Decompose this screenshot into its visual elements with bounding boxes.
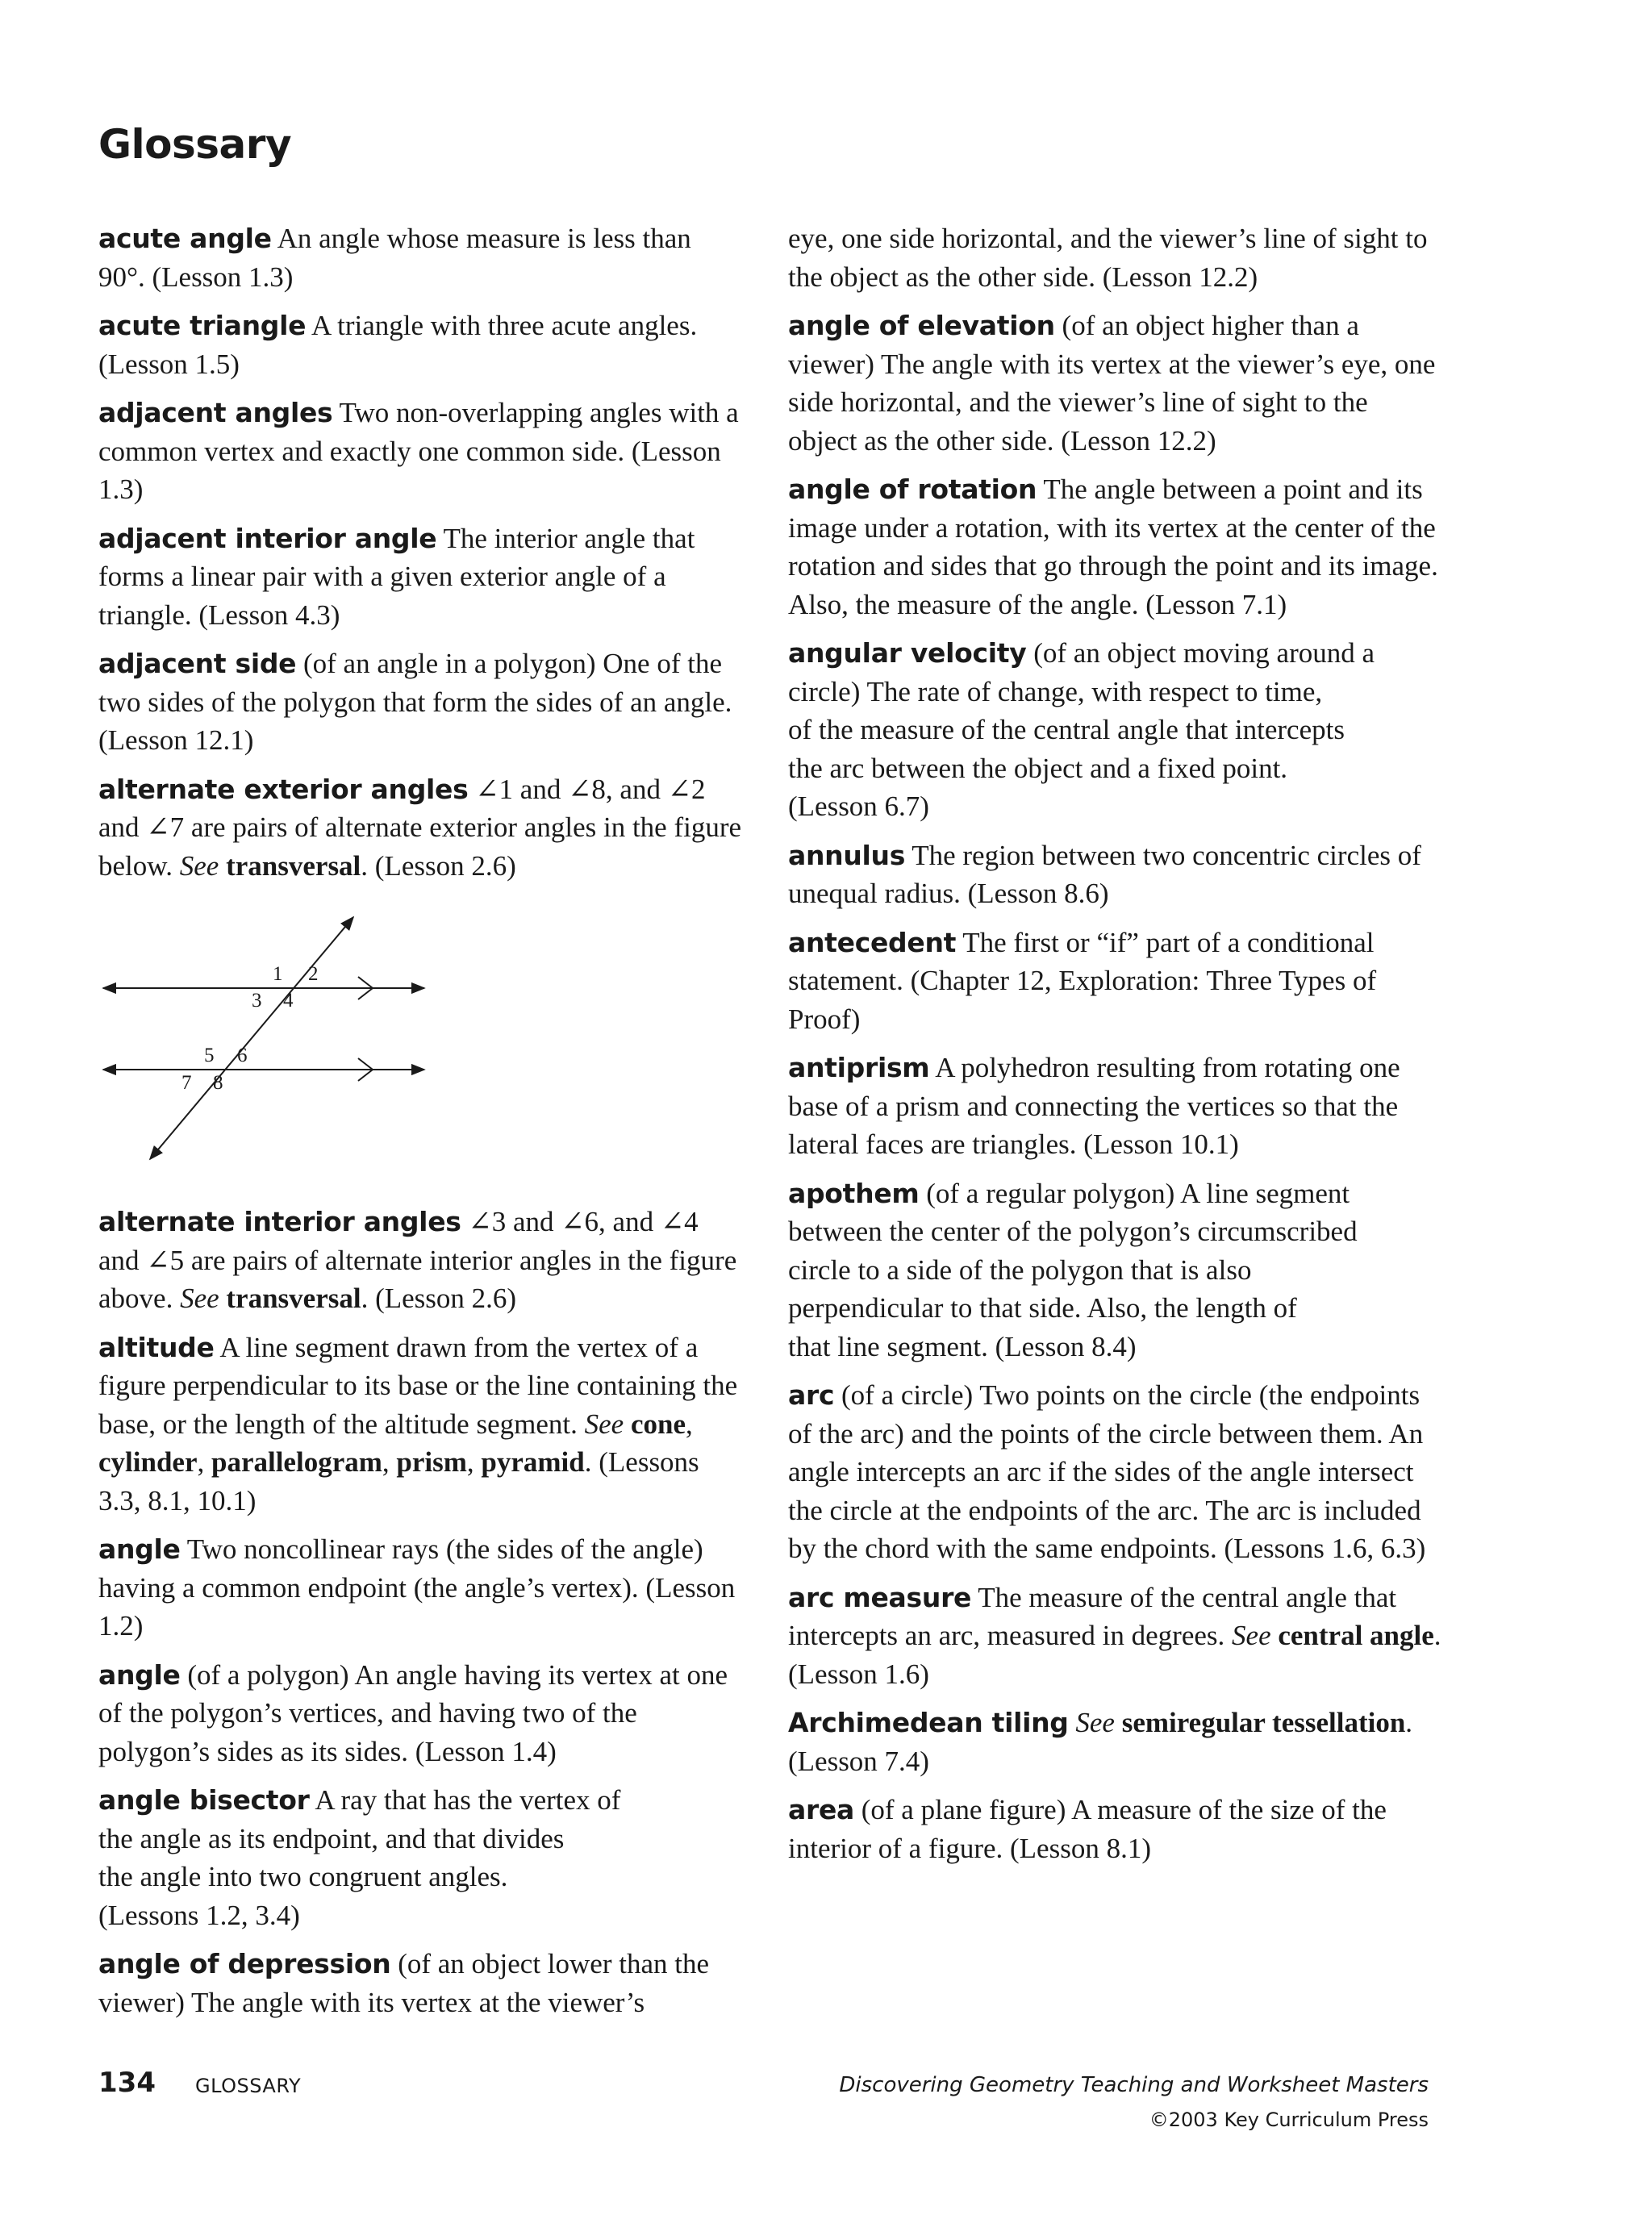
definition-end: . (Lessons 3.3, 8.1, 10.1) bbox=[98, 1446, 699, 1516]
entry-angle-of-rotation bbox=[788, 470, 1441, 624]
entry-arc-measure bbox=[788, 1579, 1441, 1694]
cross-reference: transversal bbox=[226, 849, 361, 882]
angle-label-7: 7 bbox=[181, 1072, 192, 1094]
cross-reference: transversal bbox=[226, 1283, 361, 1314]
term: angle of elevation bbox=[788, 310, 1055, 341]
definition-line: the angle as its endpoint, and that divides bbox=[98, 1822, 565, 1854]
term: antecedent bbox=[788, 926, 957, 958]
glossary-column-right bbox=[788, 219, 1441, 1878]
term: angle of rotation bbox=[788, 473, 1037, 505]
term: adjacent angles bbox=[98, 397, 333, 428]
entry-acute-triangle bbox=[98, 307, 744, 383]
page-number: 134 bbox=[98, 2067, 156, 2099]
footer-book-title: Discovering Geometry Teaching and Worksheet Masters bbox=[839, 2073, 1429, 2097]
term: angle bbox=[98, 1533, 181, 1565]
definition-line: circle) The rate of change, with respect to time, bbox=[788, 675, 1323, 707]
separator: , bbox=[197, 1446, 211, 1478]
entry-altitude bbox=[98, 1329, 744, 1520]
entry-apothem bbox=[788, 1174, 1441, 1366]
transversal-figure bbox=[98, 912, 453, 1178]
definition-line: between the center of the polygon’s circumscribed bbox=[788, 1216, 1358, 1247]
term: Archimedean tiling bbox=[788, 1707, 1069, 1738]
definition: A triangle with three acute angles. (Lesson 1.5) bbox=[98, 310, 698, 380]
see-label: See bbox=[1232, 1620, 1271, 1651]
footer-section: GLOSSARY bbox=[195, 2075, 302, 2097]
definition: Two non-overlapping angles with a common vertex and exactly one common side. (Lesson 1.3) bbox=[98, 397, 739, 505]
entry-angle-of-polygon bbox=[98, 1656, 744, 1771]
entry-angle-of-depression bbox=[98, 1945, 744, 2021]
term: angle bbox=[98, 1658, 181, 1691]
angle-label-5: 5 bbox=[204, 1045, 215, 1066]
entry-arc bbox=[788, 1376, 1441, 1568]
entry-archimedean-tiling bbox=[788, 1704, 1441, 1780]
angle-label-1: 1 bbox=[273, 963, 283, 985]
entry-antecedent bbox=[788, 924, 1441, 1039]
definition: A line segment drawn from the vertex of a figure perpendicular to its base or the line containing the base, or the length of the altitude segment. bbox=[98, 1331, 738, 1440]
definition-line: (of an object moving around a bbox=[1026, 637, 1375, 669]
term: angle of depression bbox=[98, 1948, 391, 1979]
entry-acute-angle bbox=[98, 219, 744, 296]
cross-reference: pyramid bbox=[481, 1446, 585, 1478]
term: apothem bbox=[788, 1177, 920, 1209]
entry-adjacent-angles bbox=[98, 394, 744, 509]
entry-alternate-exterior-angles bbox=[98, 770, 744, 886]
definition: ∠3 and ∠6, and ∠4 and ∠5 are pairs of alternate interior angles in the figure above. bbox=[98, 1206, 737, 1314]
entry-angle-bisector bbox=[98, 1781, 744, 1934]
definition: ∠1 and ∠8, and ∠2 and ∠7 are pairs of alternate exterior angles in the figure below. bbox=[98, 773, 742, 882]
cross-reference: parallelogram bbox=[211, 1446, 382, 1478]
separator: , bbox=[685, 1408, 693, 1440]
definition: Two noncollinear rays (the sides of the angle) having a common endpoint (the angle’s vertex). (Lesson 1.2) bbox=[98, 1533, 736, 1641]
term: adjacent interior angle bbox=[98, 522, 437, 554]
term: adjacent side bbox=[98, 648, 297, 679]
term: acute triangle bbox=[98, 310, 307, 341]
definition: (of an object higher than a viewer) The angle with its vertex at the viewer’s eye, one side horizontal, and the viewer’s line of sight to the object as the other side. (Lesson 12.2) bbox=[788, 310, 1436, 457]
term: angular velocity bbox=[788, 637, 1027, 669]
term: area bbox=[788, 1794, 854, 1825]
definition: The measure of the central angle that intercepts an arc, measured in degrees. bbox=[788, 1581, 1397, 1651]
entry-alternate-interior-angles bbox=[98, 1203, 744, 1318]
entry-antiprism bbox=[788, 1049, 1441, 1164]
angle-label-2: 2 bbox=[308, 963, 319, 985]
term: acute angle bbox=[98, 223, 272, 254]
page-title: Glossary bbox=[98, 121, 292, 168]
angle-label-3: 3 bbox=[252, 990, 262, 1012]
entry-adjacent-interior-angle bbox=[98, 519, 744, 635]
definition-end: . (Lesson 1.6) bbox=[788, 1620, 1441, 1690]
transversal-diagram bbox=[98, 912, 453, 1178]
definition: The interior angle that forms a linear pair with a given exterior angle of a triangle. (Lesson 4.3) bbox=[98, 522, 695, 631]
definition: A polyhedron resulting from rotating one base of a prism and connecting the vertices so that the lateral faces are triangles. (Lesson 10.1) bbox=[788, 1052, 1400, 1160]
definition-line: the arc between the object and a fixed point. bbox=[788, 752, 1288, 784]
cross-reference: prism bbox=[396, 1446, 467, 1478]
footer-copyright: ©2003 Key Curriculum Press bbox=[1149, 2109, 1429, 2131]
angle-label-4: 4 bbox=[283, 990, 294, 1012]
see-label: See bbox=[179, 849, 219, 882]
definition-line: A ray that has the vertex of bbox=[309, 1784, 621, 1816]
term: alternate interior angles bbox=[98, 1206, 461, 1237]
definition-line: that line segment. (Lesson 8.4) bbox=[788, 1330, 1137, 1362]
cross-reference: cone bbox=[630, 1408, 686, 1440]
entry-angle-of-elevation bbox=[788, 307, 1441, 460]
separator: , bbox=[466, 1446, 482, 1478]
angle-label-8: 8 bbox=[213, 1072, 223, 1094]
glossary-column-left bbox=[98, 219, 744, 2032]
definition-line: (of a regular polygon) A line segment bbox=[919, 1177, 1350, 1209]
definition-end: . (Lesson 2.6) bbox=[361, 1283, 517, 1314]
term: altitude bbox=[98, 1331, 215, 1363]
term: annulus bbox=[788, 839, 906, 871]
definition-end: . (Lesson 7.4) bbox=[788, 1707, 1413, 1777]
definition: (of an angle in a polygon) One of the two sides of the polygon that form the sides of an angle. (Lesson 12.1) bbox=[98, 648, 732, 756]
see-label: See bbox=[1075, 1707, 1115, 1738]
definition: The first or “if” part of a conditional statement. (Chapter 12, Exploration: Three Types of Proof) bbox=[788, 926, 1377, 1035]
definition: An angle whose measure is less than 90°. (Lesson 1.3) bbox=[98, 223, 691, 293]
cross-reference: semiregular tessellation bbox=[1121, 1707, 1406, 1738]
see-label: See bbox=[180, 1283, 219, 1314]
entry-adjacent-side bbox=[98, 644, 744, 760]
term: angle bisector bbox=[98, 1784, 310, 1816]
definition: eye, one side horizontal, and the viewer’s line of sight to the object as the other side. (Lesson 12.2) bbox=[788, 223, 1428, 293]
definition: (of a plane figure) A measure of the size of the interior of a figure. (Lesson 8.1) bbox=[788, 1794, 1387, 1864]
definition-line: of the measure of the central angle that intercepts bbox=[788, 714, 1345, 745]
definition: (of a circle) Two points on the circle (the endpoints of the arc) and the points of the circle between them. An angle intercepts an arc if the sides of the angle intersect the circle at the endpoints of the arc. The arc is included by the chord with the same endpoints. (Lessons 1.6, 6.3) bbox=[788, 1379, 1426, 1564]
term: antiprism bbox=[788, 1052, 930, 1083]
separator: , bbox=[382, 1446, 397, 1478]
definition-line: (Lesson 6.7) bbox=[788, 790, 929, 822]
term: arc bbox=[788, 1379, 835, 1411]
entry-area bbox=[788, 1791, 1441, 1867]
definition-line: perpendicular to that side. Also, the length of bbox=[788, 1292, 1297, 1324]
definition-line: (Lessons 1.2, 3.4) bbox=[98, 1899, 300, 1931]
definition-line: the angle into two congruent angles. bbox=[98, 1861, 508, 1892]
definition: (of an object lower than the viewer) The angle with its vertex at the viewer’s bbox=[98, 1948, 710, 2018]
entry-angular-velocity bbox=[788, 634, 1441, 826]
definition: The region between two concentric circles of unequal radius. (Lesson 8.6) bbox=[788, 839, 1421, 909]
cross-reference: cylinder bbox=[98, 1446, 198, 1478]
definition-end: . (Lesson 2.6) bbox=[361, 849, 516, 882]
entry-angle-of-depression-continued bbox=[788, 219, 1441, 296]
definition-line: circle to a side of the polygon that is also bbox=[788, 1253, 1252, 1286]
angle-label-6: 6 bbox=[237, 1045, 248, 1066]
term: alternate exterior angles bbox=[98, 773, 469, 805]
see-label: See bbox=[584, 1408, 624, 1440]
term: arc measure bbox=[788, 1581, 972, 1613]
entry-angle bbox=[98, 1530, 744, 1646]
entry-annulus bbox=[788, 836, 1441, 913]
transversal-line bbox=[150, 917, 353, 1159]
definition: (of a polygon) An angle having its vertex at one of the polygon’s vertices, and having two of the polygon’s sides as its sides. (Lesson 1.4) bbox=[98, 1658, 728, 1767]
definition: The angle between a point and its image under a rotation, with its vertex at the center of the rotation and sides that go through the point and its image. Also, the measure of the angle. (Lesson 7.1) bbox=[788, 473, 1438, 620]
cross-reference: central angle bbox=[1278, 1620, 1434, 1651]
